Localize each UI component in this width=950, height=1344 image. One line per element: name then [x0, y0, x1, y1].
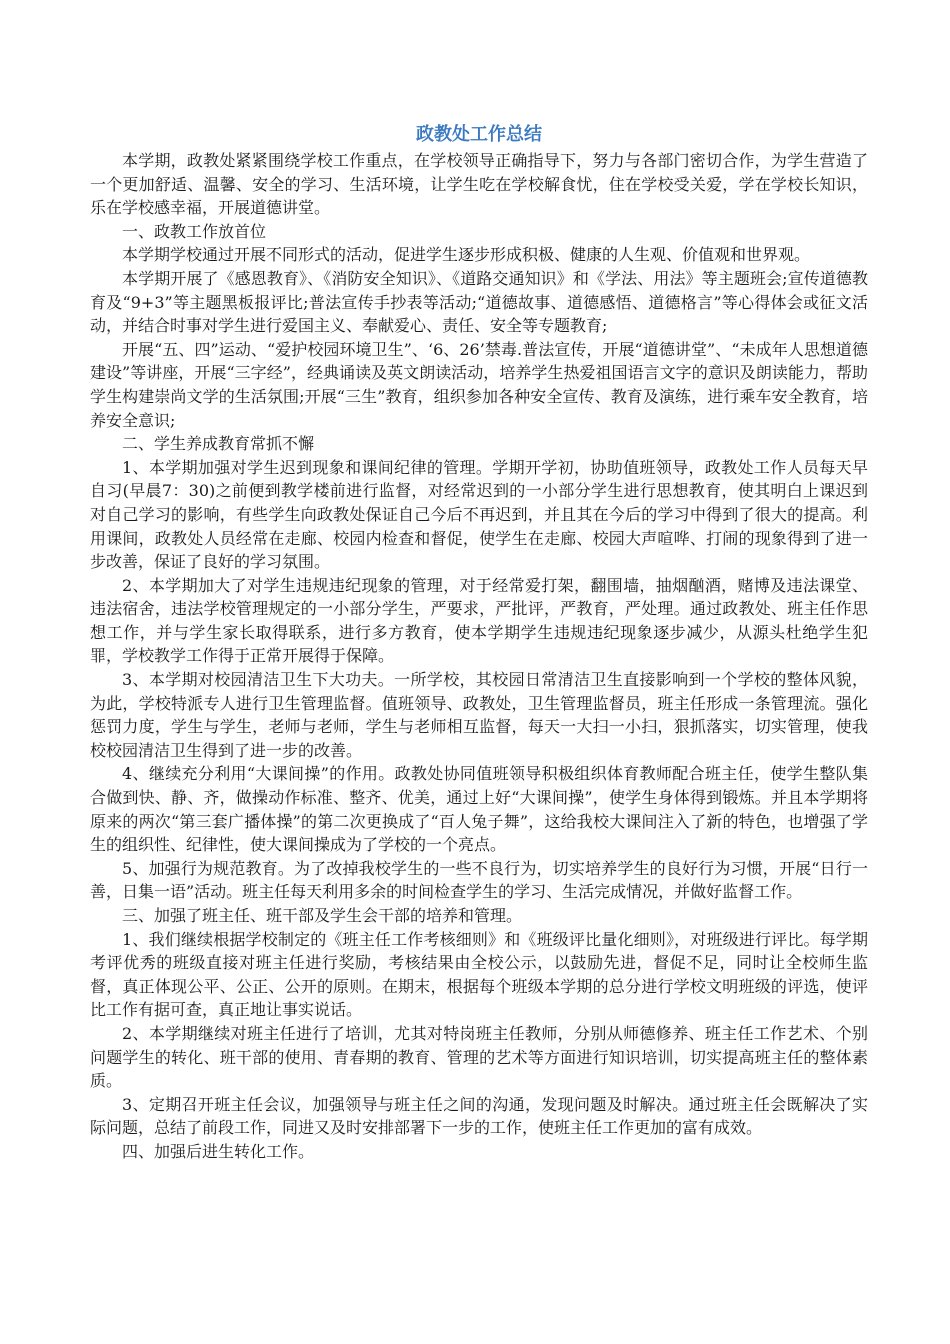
page-title: 政教处工作总结 — [416, 124, 542, 145]
paragraph: 3、本学期对校园清洁卫生下大功夫。一所学校，其校园日常清洁卫生直接影响到一个学校的整体风貌，为此，学校特派专人进行卫生管理监督。值班领导、政教处，卫生管理监督员，班主任形成一条管理流。强化惩罚力度，学生与学生，老师与老师，学生与老师相互监督，每天一大扫一小扫，狠抓落实，切实管理，使我校校园清洁卫生得到了进一步的改善。 — [90, 670, 868, 760]
paragraph: 2、本学期继续对班主任进行了培训，尤其对特岗班主任教师，分别从师德修养、班主任工作艺术、个别问题学生的转化、班干部的使用、青春期的教育、管理的艺术等方面进行知识培训，切实提高班主任的整体素质。 — [90, 1023, 868, 1091]
paragraph: 本学期开展了《感恩教育》、《消防安全知识》、《道路交通知识》和《学法、用法》等主题班会;宣传道德教育及“9+3”等主题黑板报评比;普法宣传手抄表等活动;“道德故事、道德感悟、道德格言”等心得体会或征文活动，并结合时事对学生进行爱国主义、奉献爱心、责任、安全等专题教育; — [90, 268, 868, 336]
paragraph: 4、继续充分利用“大课间操”的作用。政教处协同值班领导积极组织体育教师配合班主任，使学生整队集合做到快、静、齐，做操动作标准、整齐、优美，通过上好“大课间操”，使学生身体得到锻炼。并且本学期将原来的两次“第三套广播体操”的第二次更换成了“百人兔子舞”，这给我校大课间注入了新的特色，也增强了学生的组织性、纪律性，使大课间操成为了学校的一个亮点。 — [90, 764, 868, 855]
paragraph: 1、本学期加强对学生迟到现象和课间纪律的管理。学期开学初，协助值班领导，政教处工作人员每天早自习(早晨7：30)之前便到教学楼前进行监督，对经常迟到的一小部分学生进行思想教育，使其明白上课迟到对自己学习的影响，有些学生向政教处保证自己今后不再迟到，并且其在今后的学习中得到了很大的提高。利用课间，政教处人员经常在走廊、校园内检查和督促，使学生在走廊、校园大声喧哗、打闹的现象得到了进一步改善，保证了良好的学习氛围。 — [90, 457, 868, 572]
paragraph: 本学期学校通过开展不同形式的活动，促进学生逐步形成积极、健康的人生观、价值观和世界观。 — [122, 245, 811, 265]
paragraph: 1、我们继续根据学校制定的《班主任工作考核细则》和《班级评比量化细则》，对班级进行评比。每学期考评优秀的班级直接对班主任进行奖励，考核结果由全校公示，以鼓励先进，督促不足，同时让全校师生监督，真正体现公平、公正、公开的原则。在期末，根据每个班级本学期的总分进行学校文明班级的评选，使评比工作有据可查，真正地让事实说话。 — [90, 929, 868, 1020]
section-heading-2: 二、学生养成教育常抓不懈 — [122, 434, 315, 454]
paragraph: 开展“五、四”运动、“爱护校园环境卫生”、‘6、26’禁毒.普法宣传，开展“道德讲堂”、“未成年人思想道德建设”等讲座，开展“三字经”，经典诵读及英文朗读活动，培养学生热爱祖国语言文字的意识及朗读能力，帮助学生构建崇尚文学的生活氛围;开展“三生”教育，组织参加各种安全宣传、教育及演练，进行乘车安全教育，培养安全意识; — [90, 339, 868, 430]
paragraph: 3、定期召开班主任会议，加强领导与班主任之间的沟通，发现问题及时解决。通过班主任会既解决了实际问题，总结了前段工作，同进又及时安排部署下一步的工作，使班主任工作更加的富有成效。 — [90, 1094, 868, 1138]
section-heading-1: 一、政教工作放首位 — [122, 221, 267, 241]
section-heading-4: 四、加强后进生转化工作。 — [122, 1141, 315, 1161]
paragraph-intro: 本学期，政教处紧紧围绕学校工作重点，在学校领导正确指导下，努力与各部门密切合作，为学生营造了一个更加舒适、温馨、安全的学习、生活环境，让学生吃在学校解食忧，住在学校受关爱，学在学校长知识，乐在学校感幸福，开展道德讲堂。 — [90, 151, 868, 218]
paragraph: 5、加强行为规范教育。为了改掉我校学生的一些不良行为，切实培养学生的良好行为习惯，开展“日行一善，日集一语”活动。班主任每天利用多余的时间检查学生的学习、生活完成情况，并做好监督工作。 — [90, 858, 868, 902]
document-body — [90, 121, 868, 1164]
paragraph: 2、本学期加大了对学生违规违纪现象的管理，对于经常爱打架，翻围墙，抽烟酗酒，赌博及违法课堂、违法宿舍，违法学校管理规定的一小部分学生，严要求，严批评，严教育，严处理。通过政教处、班主任作思想工作，并与学生家长取得联系，进行多方教育，使本学期学生违规违纪现象逐步减少，从源头杜绝学生犯罪，学校教学工作得于正常开展得于保障。 — [90, 575, 868, 666]
section-heading-3: 三、加强了班主任、班干部及学生会干部的培养和管理。 — [122, 906, 523, 925]
